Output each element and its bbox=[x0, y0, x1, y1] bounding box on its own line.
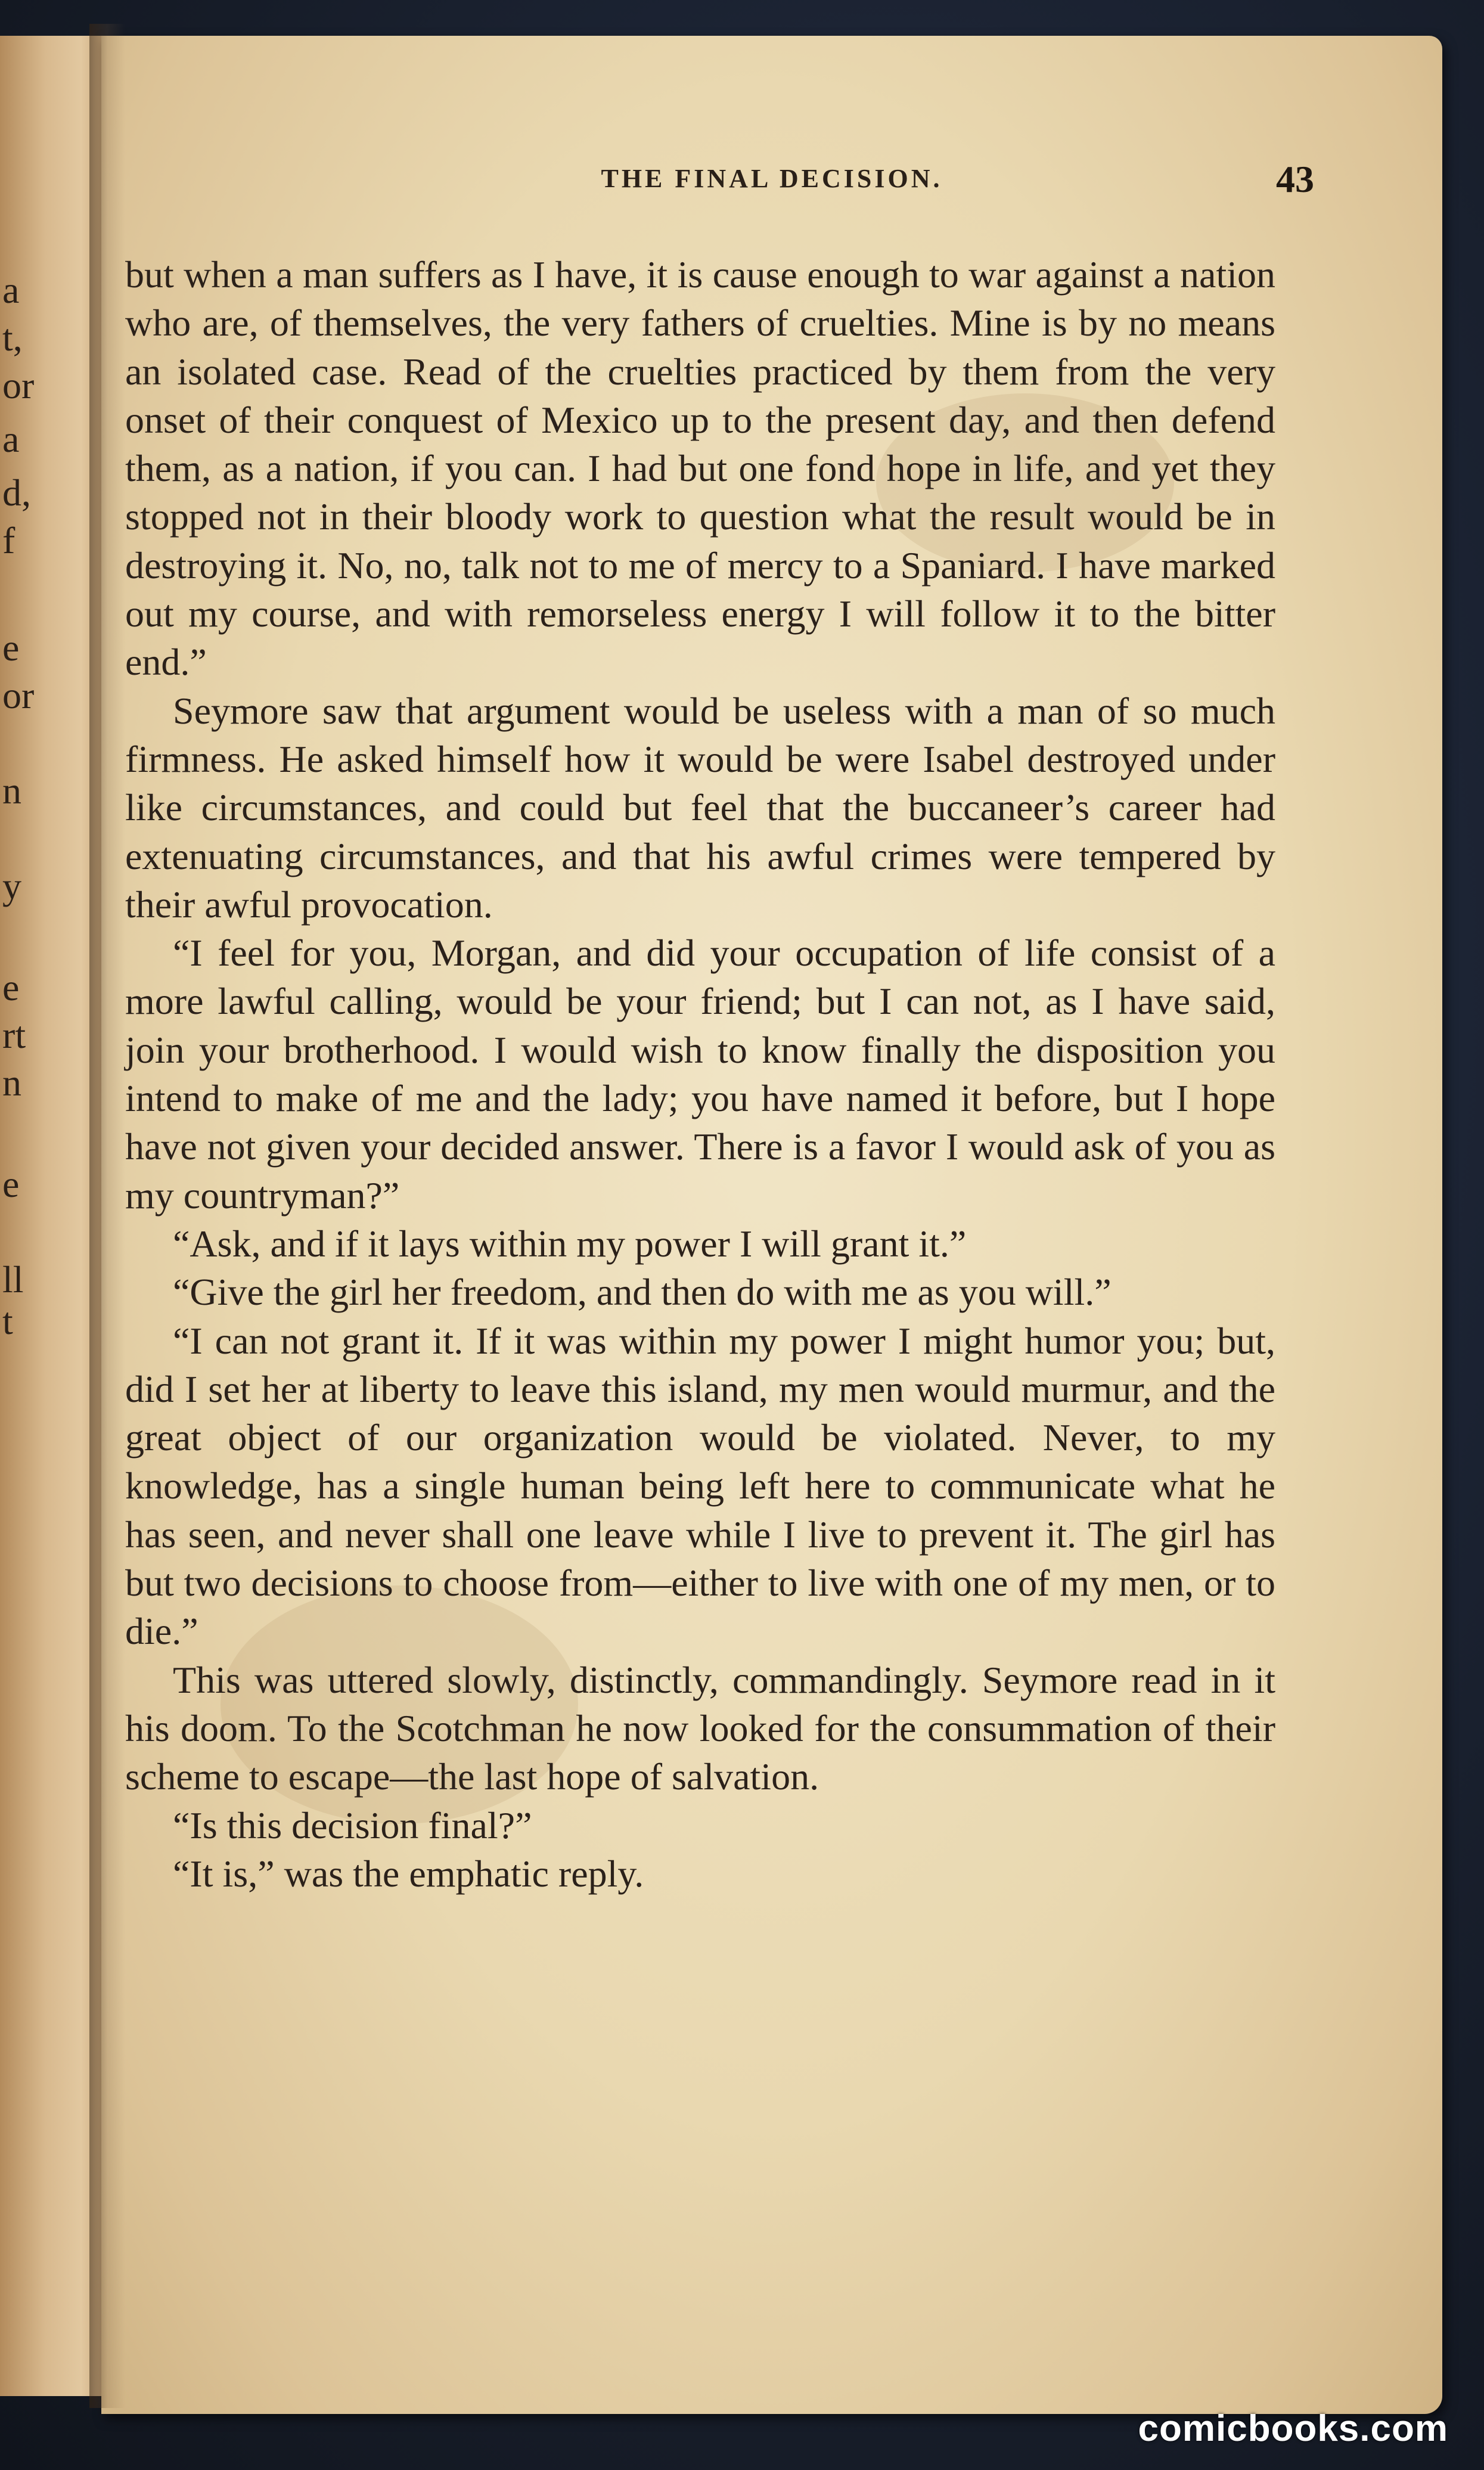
page-number: 43 bbox=[1276, 158, 1314, 200]
left-page-text-fragment: e bbox=[2, 966, 20, 1009]
book-gutter-shadow bbox=[89, 24, 125, 2408]
left-page-edge bbox=[0, 36, 101, 2396]
running-title: THE FINAL DECISION. bbox=[601, 164, 943, 193]
left-page-text-fragment: or bbox=[2, 364, 35, 407]
paragraph: “I can not grant it. If it was within my power I might humor you; but, did I set her at liberty to leave this island, my men would murmur, and the great object of our organization would be violated. Never, to my knowledge, has a single human being left here to communicate what he has seen, and never shall one leave while I live to prevent it. The girl has but two decisions to choose from—either to live with one of my men, or to die.” bbox=[125, 1319, 1275, 1653]
paragraph: “I feel for you, Morgan, and did your occupation of life consist of a more lawful calling, would be your friend; but I can not, as I have said, join your brotherhood. I would wish to know finally the disposition you intend to make of me and the lady; you have named it before, but I hope have not given your decided answer. There is a favor I would ask of you as my countryman?” bbox=[125, 932, 1275, 1217]
left-page-text-fragment: e bbox=[2, 1163, 20, 1205]
watermark-logo: comicbooks.com bbox=[1138, 2408, 1448, 2449]
page-body-text bbox=[125, 250, 1275, 1898]
left-page-text-fragment: n bbox=[2, 769, 21, 812]
left-page-text-fragment: t, bbox=[2, 316, 23, 359]
paragraph: “Give the girl her freedom, and then do with me as you will.” bbox=[173, 1271, 1112, 1314]
paragraph: “It is,” was the emphatic reply. bbox=[173, 1852, 644, 1895]
paragraph: Seymore saw that argument would be useless with a man of so much firmness. He asked himself how it would be were Isabel destroyed under like circumstances, and could but feel that the buccaneer’s career had extenuating circumstances, and that his awful crimes were tempered by their awful provocation. bbox=[125, 689, 1275, 926]
left-page-text-fragment: rt bbox=[2, 1014, 26, 1056]
left-page-text-fragment: f bbox=[2, 519, 15, 561]
paragraph: but when a man suffers as I have, it is cause enough to war against a nation who are, of themselves, the very fathers of cruelties. Mine is by no means an isolated case. Read of the cruelties practiced by them from the very onset of their conquest of Mexico up to the present day, and then defend them, as a nation, if you can. I had but one fond hope in life, and yet they stopped not in their bloody work to question what the result would be in destroying it. No, no, talk not to me of mercy to a Spaniard. I have marked out my course, and with remorseless energy I will follow it to the bitter end.” bbox=[125, 253, 1275, 684]
left-page-text-fragment: n bbox=[2, 1062, 21, 1104]
left-page-text-fragment: t bbox=[2, 1300, 13, 1342]
paragraph: This was uttered slowly, distinctly, commandingly. Seymore read in it his doom. To the Scotchman he now looked for the consummation of their scheme to escape—the last hope of salvation. bbox=[125, 1658, 1275, 1798]
left-page-text-fragment: e bbox=[2, 626, 20, 669]
left-page-text-fragment: d, bbox=[2, 471, 31, 514]
running-head bbox=[101, 158, 1442, 217]
left-page-text-fragment: or bbox=[2, 674, 35, 716]
paragraph: “Is this decision final?” bbox=[173, 1804, 532, 1847]
left-page-text-fragment: y bbox=[2, 865, 21, 907]
paragraph: “Ask, and if it lays within my power I will grant it.” bbox=[173, 1222, 967, 1265]
left-page-text-fragment: ll bbox=[2, 1258, 24, 1301]
left-page-text-fragment: a bbox=[2, 418, 20, 460]
left-page-text-fragment: a bbox=[2, 269, 20, 311]
